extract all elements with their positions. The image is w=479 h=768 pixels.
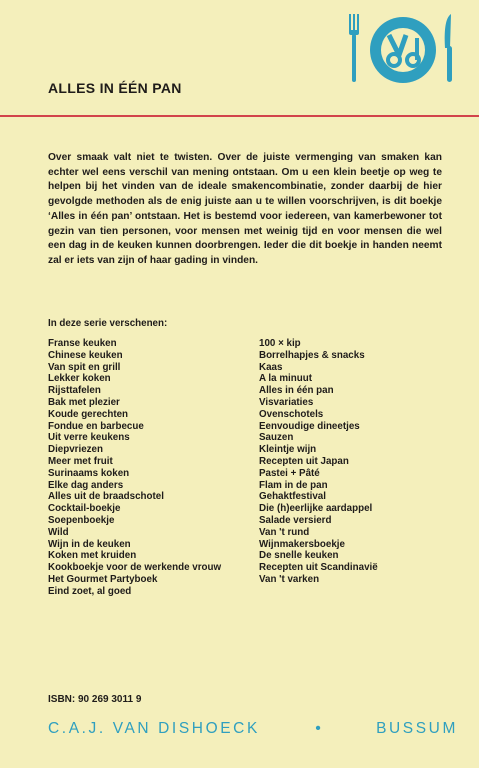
series-title: Kookboekje voor de werkende vrouw — [48, 562, 222, 574]
series-title: Uit verre keukens — [48, 432, 130, 444]
series-title: Het Gourmet Partyboek — [48, 573, 158, 585]
series-title: Van spit en grill — [48, 361, 121, 373]
series-title: Pastei + Pâté — [259, 467, 320, 479]
title-divider — [0, 115, 479, 117]
series-list-left — [48, 338, 221, 598]
series-title: Meer met fruit — [48, 455, 113, 467]
series-title: Alles in één pan — [259, 385, 334, 397]
knife-icon — [445, 14, 452, 82]
series-title: Rijsttafelen — [48, 385, 101, 397]
series-title: Koude gerechten — [48, 408, 129, 420]
series-title: Bak met plezier — [48, 396, 120, 408]
publisher-city: BUSSUM — [376, 720, 458, 737]
series-title: Lekker koken — [48, 373, 111, 385]
publisher-name: C.A.J. VAN DISHOECK — [48, 720, 260, 737]
series-title: Koken met kruiden — [48, 550, 137, 562]
plate-icon — [370, 17, 436, 83]
series-title: Wijn in de keuken — [48, 538, 131, 550]
series-title: Wijnmakersboekje — [259, 538, 345, 550]
series-title: Salade versierd — [259, 514, 332, 526]
series-title: Flam in de pan — [259, 479, 328, 491]
series-title: Gehaktfestival — [259, 491, 326, 503]
series-title: Van 't varken — [259, 573, 320, 585]
series-heading: In deze serie verschenen: — [48, 318, 168, 329]
fork-icon — [349, 14, 359, 82]
series-title: Alles uit de braadschotel — [48, 491, 164, 503]
series-title: Eenvoudige dineetjes — [259, 420, 360, 432]
publisher-footer — [48, 720, 458, 738]
publisher-logo — [347, 10, 459, 88]
series-title: De snelle keuken — [259, 550, 339, 562]
isbn: ISBN: 90 269 3011 9 — [48, 694, 142, 705]
series-list-right — [259, 338, 378, 586]
intro-paragraph: Over smaak valt niet te twisten. Over de juiste vermenging van smaken kan echter wel eens verschil van mening ontstaan. Om u een klein beetje op weg te helpen bij het vinden van de ideale smakencombinatie, zonder daarbij de hier gevolgde methoden als de enig juiste aan u te willen voorschrijven, is dit boekje ‘Alles in één pan’ ontstaan. Het is bestemd voor iedereen, van kamerbewoner tot gezin van tien personen, voor mensen met weinig tijd en voor mensen die wel een dag in de keuken kunnen doorbrengen. Ieder die dit boekje in handen neemt zal er iets van zijn of haar gading in vinden. — [48, 152, 442, 266]
series-title: Cocktail-boekje — [48, 503, 121, 515]
series-title: Kleintje wijn — [259, 444, 317, 456]
series-title: Eind zoet, al goed — [48, 585, 132, 597]
series-title: Kaas — [259, 361, 283, 373]
series-title: 100 × kip — [259, 338, 301, 349]
series-title: Visvariaties — [259, 396, 314, 408]
series-title: Wild — [48, 526, 69, 538]
series-title: A la minuut — [259, 373, 312, 385]
series-title: Ovenschotels — [259, 408, 324, 420]
series-title: Van 't rund — [259, 526, 310, 538]
series-title: Elke dag anders — [48, 479, 124, 491]
series-title: Die (h)eerlijke aardappel — [259, 503, 373, 515]
series-title: Sauzen — [259, 432, 294, 444]
series-title: Chinese keuken — [48, 349, 123, 361]
series-title: Soepenboekje — [48, 514, 115, 526]
series-title: Recepten uit Scandinavië — [259, 562, 378, 574]
series-title: Franse keuken — [48, 338, 117, 349]
series-title: Surinaams koken — [48, 467, 130, 479]
series-title: Diepvriezen — [48, 444, 103, 456]
series-title: Fondue en barbecue — [48, 420, 144, 432]
series-title: Recepten uit Japan — [259, 455, 349, 467]
series-title: Borrelhapjes & snacks — [259, 349, 365, 361]
publisher-separator: • — [315, 720, 321, 737]
book-title: ALLES IN ÉÉN PAN — [48, 80, 182, 96]
